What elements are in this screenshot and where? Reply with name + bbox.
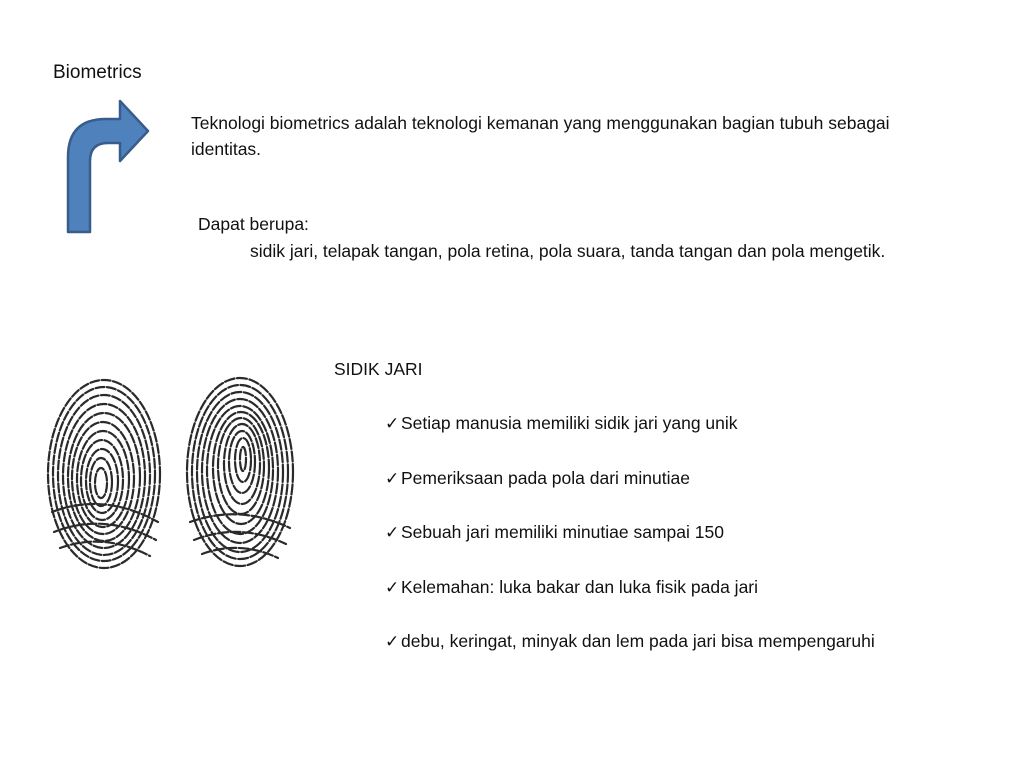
dapat-label: Dapat berupa: [198, 214, 309, 234]
sidik-jari-bullet-list [385, 410, 1005, 683]
bullet-text: Kelemahan: luka bakar dan luka fisik pada jari [401, 576, 759, 597]
slide-title: Biometrics [53, 62, 142, 83]
check-icon: ✓ [385, 414, 400, 433]
bullet-text: Setiap manusia memiliki sidik jari yang unik [401, 413, 738, 433]
check-icon: ✓ [385, 468, 400, 488]
bullet-text: Sebuah jari memiliki minutiae sampai 150 [401, 522, 724, 542]
check-icon: ✓ [385, 523, 400, 542]
bullet-text: debu, keringat, minyak dan lem pada jari bisa mempengaruhi [401, 631, 875, 651]
check-icon: ✓ [385, 577, 400, 597]
section-title-sidik-jari: SIDIK JARI [334, 359, 423, 379]
bent-arrow-icon [60, 95, 156, 240]
fingerprint-left-icon [46, 372, 164, 572]
list-item [385, 574, 1005, 629]
list-item [385, 410, 1005, 465]
intro-paragraph: Teknologi biometrics adalah teknologi kemanan yang menggunakan bagian tubuh sebagai identitas. [191, 113, 890, 159]
list-item [385, 465, 1005, 520]
fingerprint-right-icon [184, 372, 296, 570]
bullet-text: Pemeriksaan pada pola dari minutiae [401, 467, 690, 488]
list-item [385, 628, 1005, 683]
check-icon: ✓ [385, 632, 400, 651]
list-item [385, 519, 1005, 574]
biometric-types-text: sidik jari, telapak tangan, pola retina, pola suara, tanda tangan dan pola mengetik. [250, 241, 886, 261]
